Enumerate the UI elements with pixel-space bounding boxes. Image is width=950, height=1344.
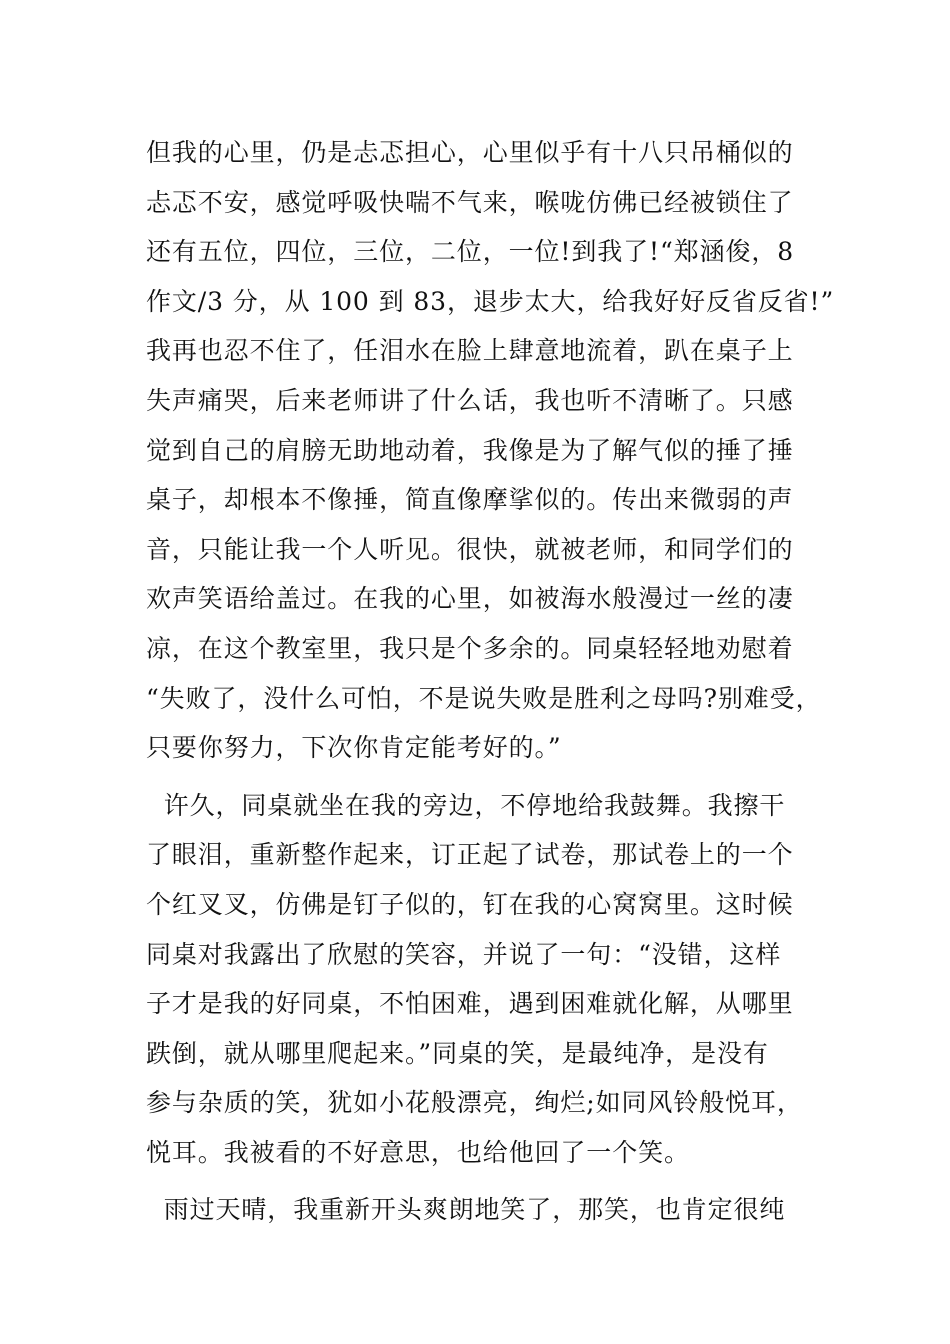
text-line: 觉到自己的肩膀无助地动着，我像是为了解气似的捶了捶 xyxy=(146,435,794,465)
text-line: 音，只能让我一个人听见。很快，就被老师，和同学们的 xyxy=(146,534,794,564)
text-line: 凉，在这个教室里，我只是个多余的。同桌轻轻地劝慰着 xyxy=(146,633,794,663)
text-line: 参与杂质的笑，犹如小花般漂亮，绚烂;如同风铃般悦耳， xyxy=(146,1088,803,1118)
body-text xyxy=(146,128,836,1235)
text-line: 雨过天晴，我重新开头爽朗地笑了，那笑，也肯定很纯 xyxy=(146,1195,786,1225)
text-line: 同桌对我露出了欣慰的笑容，并说了一句：“没错，这样 xyxy=(146,939,782,969)
text-line: 我再也忍不住了，任泪水在脸上肆意地流着，趴在桌子上 xyxy=(146,336,794,366)
text-line: 还有五位，四位，三位，二位，一位!到我了!“郑涵俊，8 xyxy=(146,237,795,267)
text-line: 子才是我的好同桌，不怕困难，遇到困难就化解，从哪里 xyxy=(146,989,794,1019)
text-line: 失声痛哭，后来老师讲了什么话，我也听不清晰了。只感 xyxy=(146,385,794,415)
text-line: 但我的心里，仍是忐忑担心，心里似乎有十八只吊桶似的 xyxy=(146,138,794,167)
text-line: 跌倒，就从哪里爬起来。”同桌的笑，是最纯净，是没有 xyxy=(146,1038,769,1068)
text-line: 桌子，却根本不像捶，简直像摩挲似的。传出来微弱的声 xyxy=(146,485,794,515)
text-line: 了眼泪，重新整作起来，订正起了试卷，那试卷上的一个 xyxy=(146,840,794,870)
text-line: 只要你努力，下次你肯定能考好的。” xyxy=(146,733,562,763)
text-line: “失败了，没什么可怕，不是说失败是胜利之母吗?别难受， xyxy=(146,683,822,713)
text-line: 忐忑不安，感觉呼吸快喘不气来，喉咙仿佛已经被锁住了 xyxy=(146,187,794,217)
text-line: 许久，同桌就坐在我的旁边，不停地给我鼓舞。我擦干 xyxy=(146,790,786,820)
text-line: 欢声笑语给盖过。在我的心里，如被海水般漫过一丝的凄 xyxy=(146,584,794,614)
text-line: 作文/3 分，从 100 到 83，退步太大，给我好好反省反省!” xyxy=(146,286,835,316)
text-line: 个红叉叉，仿佛是钉子似的，钉在我的心窝窝里。这时候 xyxy=(146,889,794,919)
text-line: 悦耳。我被看的不好意思，也给他回了一个笑。 xyxy=(146,1137,690,1167)
